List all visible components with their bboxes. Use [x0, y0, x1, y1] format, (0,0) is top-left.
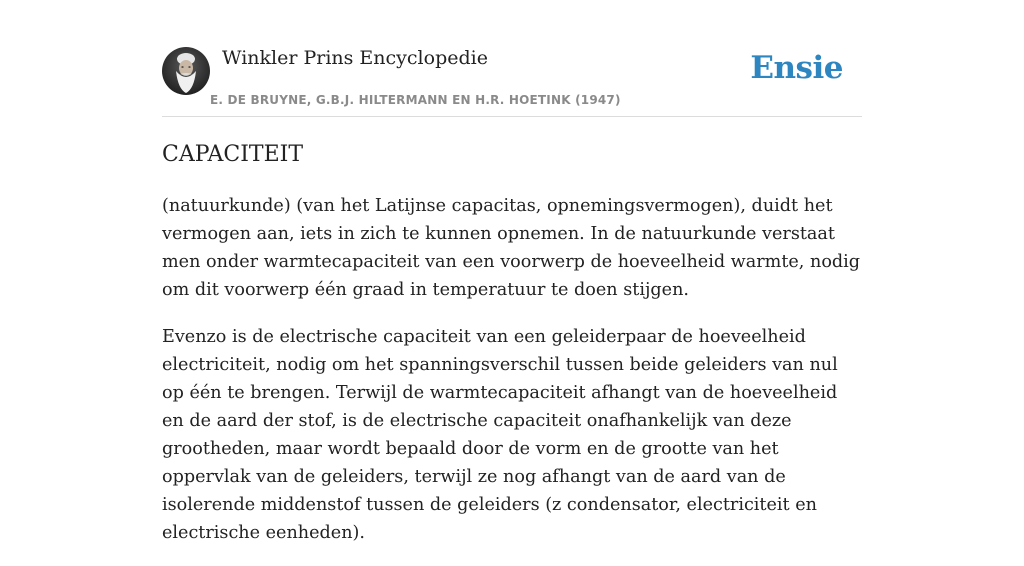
- article-body: [162, 192, 862, 566]
- article-title: CAPACITEIT: [162, 142, 304, 167]
- bearded-man-portrait-icon[interactable]: [162, 47, 210, 95]
- article-paragraph: (natuurkunde) (van het Latijnse capacitas, opnemingsvermogen), duidt het vermogen aan, iets in zich te kunnen opnemen. In de natuurkunde verstaat men onder warmtecapaciteit van een voorwerp de hoeveelheid warmte, nodig om dit voorwerp één graad in temperatuur te doen stijgen.: [162, 196, 861, 300]
- book-title[interactable]: Winkler Prins Encyclopedie: [222, 47, 488, 69]
- book-authors: E. DE BRUYNE, G.B.J. HILTERMANN EN H.R. HOETINK (1947): [210, 93, 621, 107]
- ensie-logo[interactable]: Ensie: [750, 50, 843, 86]
- article-paragraph: Evenzo is de electrische capaciteit van een geleiderpaar de hoeveelheid electriciteit, nodig om het spanningsverschil tussen beide geleiders van nul op één te brengen. Terwijl de warmtecapaciteit afhangt van de hoeveelheid en de aard der stof, is de electrische capaciteit onafhankelijk van deze grootheden, maar wordt bepaald door de vorm en de grootte van het oppervlak van de geleiders, terwijl ze nog afhangt van de aard van de isolerende middenstof tussen de geleiders (z condensator, electriciteit en electrische eenheden).: [162, 327, 838, 543]
- header: [162, 46, 862, 117]
